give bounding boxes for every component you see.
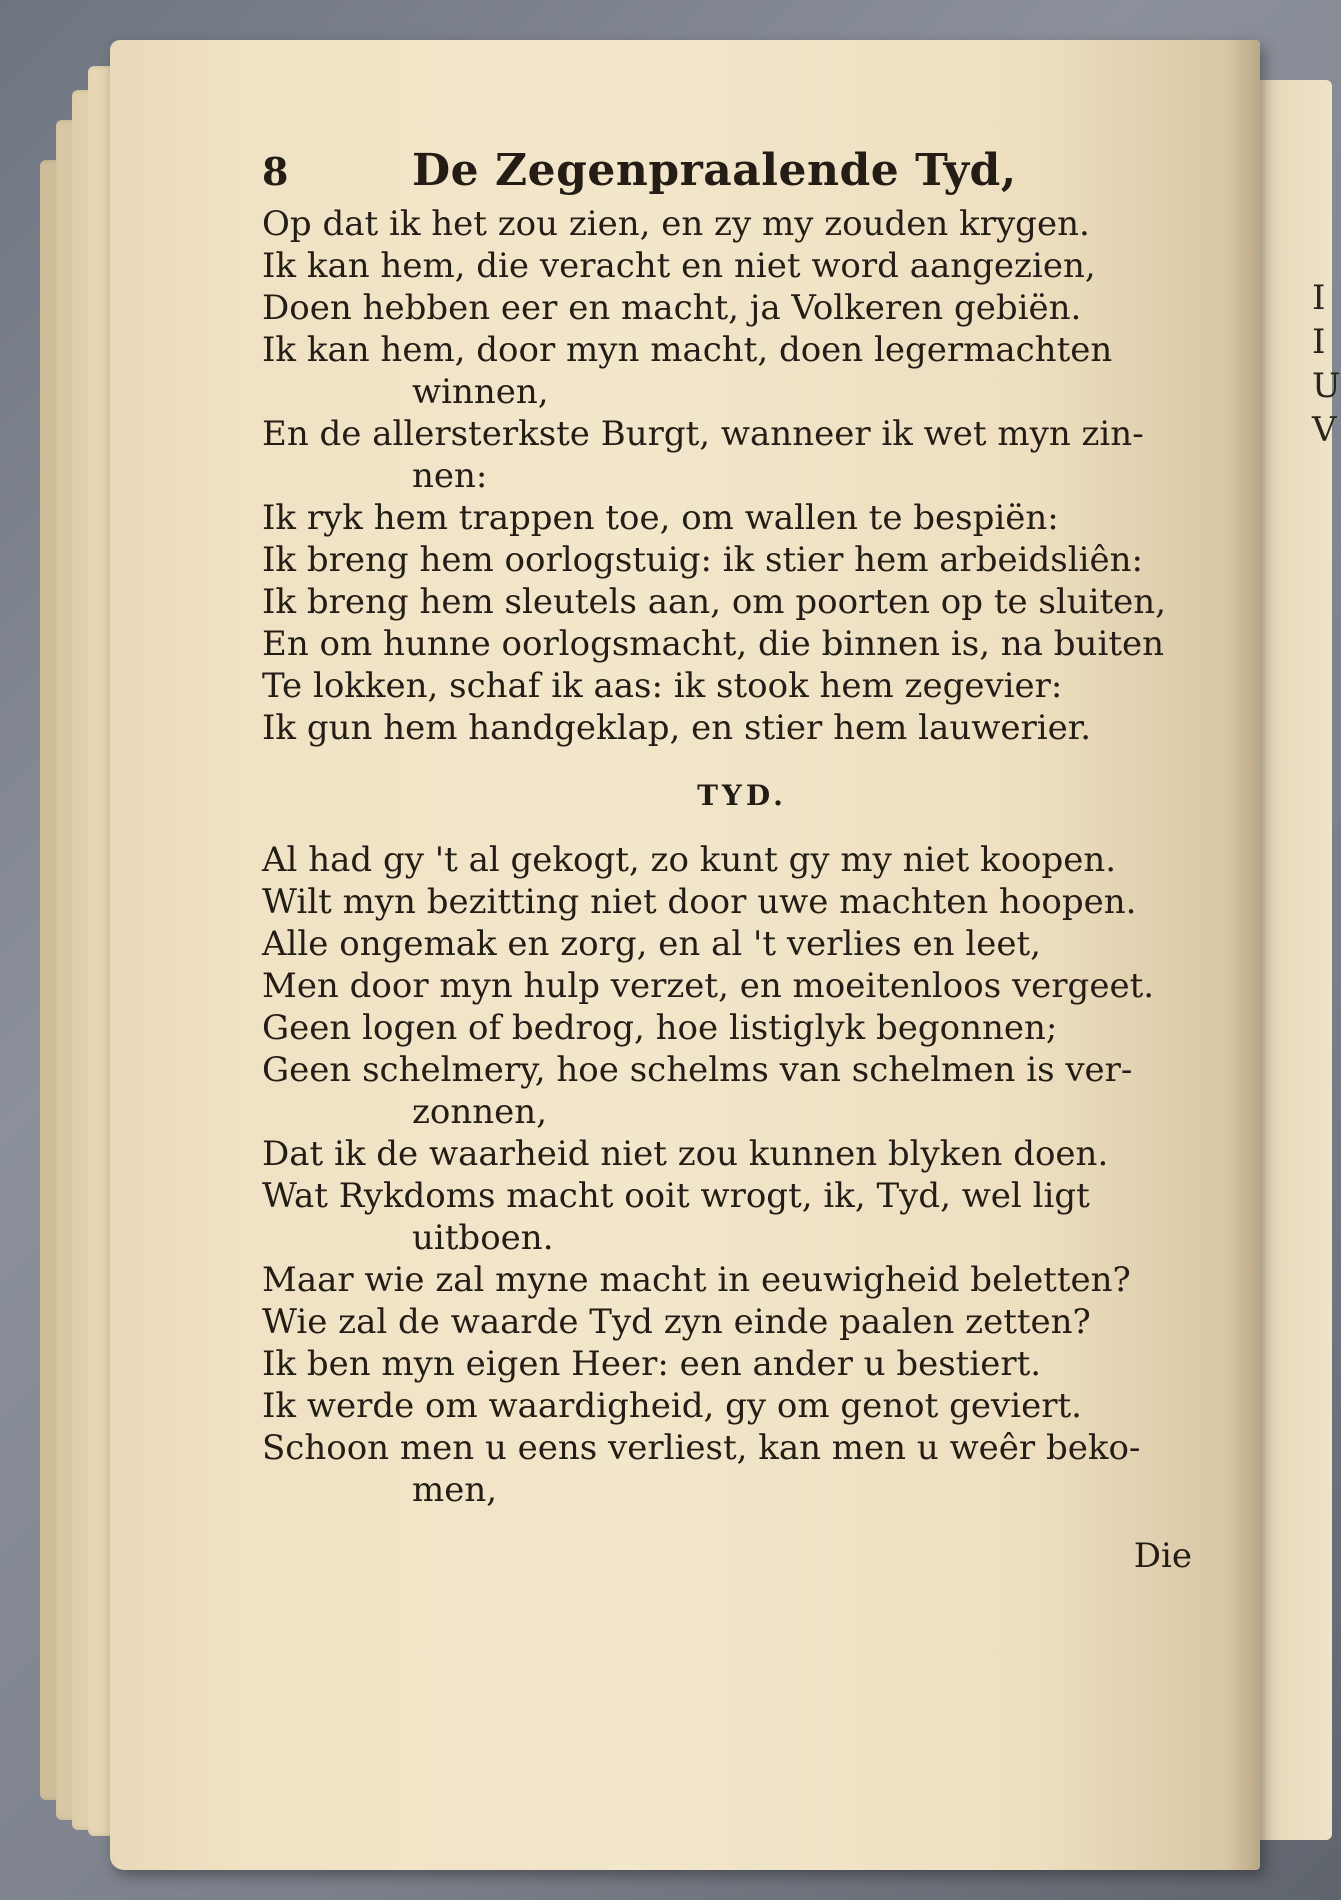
verse-line: Dat ik de waarheid niet zou kunnen blyken doen. [262, 1134, 1109, 1174]
verse-line: Geen logen of bedrog, hoe listiglyk begonnen; [262, 1008, 1058, 1048]
facing-page-letter: I [1312, 278, 1326, 318]
catchword: Die [1133, 1536, 1192, 1576]
verse-line: En om hunne oorlogsmacht, die binnen is, na buiten [262, 624, 1164, 664]
verse-line: Ik werde om waardigheid, gy om genot geviert. [262, 1386, 1082, 1426]
verse-line: Ik breng hem sleutels aan, om poorten op te sluiten, [262, 582, 1167, 622]
verse-line: Al had gy 't al gekogt, zo kunt gy my niet koopen. [262, 840, 1117, 880]
verse-line: winnen, [412, 372, 549, 412]
verse-line: Doen hebben eer en macht, ja Volkeren gebiën. [262, 288, 1082, 328]
page-text [262, 145, 1222, 1577]
verse-line: Men door myn hulp verzet, en moeitenloos vergeet. [262, 966, 1155, 1006]
page-number: 8 [262, 149, 289, 194]
verse-line: Geen schelmery, hoe schelms van schelmen is ver- [262, 1050, 1133, 1090]
verse-line: En de allersterkste Burgt, wanneer ik wet myn zin- [262, 414, 1144, 454]
page-header [262, 145, 1222, 196]
verse-line: Op dat ik het zou zien, en zy my zouden krygen. [262, 204, 1090, 244]
verse-line: uitboen. [412, 1218, 554, 1258]
speaker-heading: TYD. [697, 779, 787, 812]
facing-page-letter: V [1312, 410, 1337, 450]
verse-line: Te lokken, schaf ik aas: ik stook hem zegevier: [262, 666, 1063, 706]
verse-line: Wie zal de waarde Tyd zyn einde paalen zetten? [262, 1302, 1091, 1342]
verse-line: Schoon men u eens verliest, kan men u weêr beko- [262, 1428, 1141, 1468]
verse-line: Ik gun hem handgeklap, en stier hem lauwerier. [262, 708, 1092, 748]
verse-line: Ik kan hem, die veracht en niet word aangezien, [262, 246, 1096, 286]
verse-line: Alle ongemak en zorg, en al 't verlies en leet, [262, 924, 1041, 964]
stanza-1 [262, 203, 1222, 749]
verse-line: Ik kan hem, door myn macht, doen legermachten [262, 330, 1113, 370]
verse-line: men, [412, 1470, 498, 1510]
stanza-2 [262, 839, 1222, 1511]
verse-line: nen: [412, 456, 488, 496]
verse-line: Ik ben myn eigen Heer: een ander u bestiert. [262, 1344, 1042, 1384]
verse-line: Maar wie zal myne macht in eeuwigheid beletten? [262, 1260, 1131, 1300]
running-head: De Zegenpraalende Tyd, [412, 145, 1017, 196]
verse-line: zonnen, [412, 1092, 548, 1132]
verse-line: Wat Rykdoms macht ooit wrogt, ik, Tyd, wel ligt [262, 1176, 1090, 1216]
verse-line: Ik ryk hem trappen toe, om wallen te bespiën: [262, 498, 1059, 538]
facing-page-letter: U [1312, 366, 1341, 406]
facing-page-letter: I [1312, 322, 1326, 362]
verse-line: Wilt myn bezitting niet door uwe machten hoopen. [262, 882, 1137, 922]
verse-line: Ik breng hem oorlogstuig: ik stier hem arbeidsliên: [262, 540, 1143, 580]
